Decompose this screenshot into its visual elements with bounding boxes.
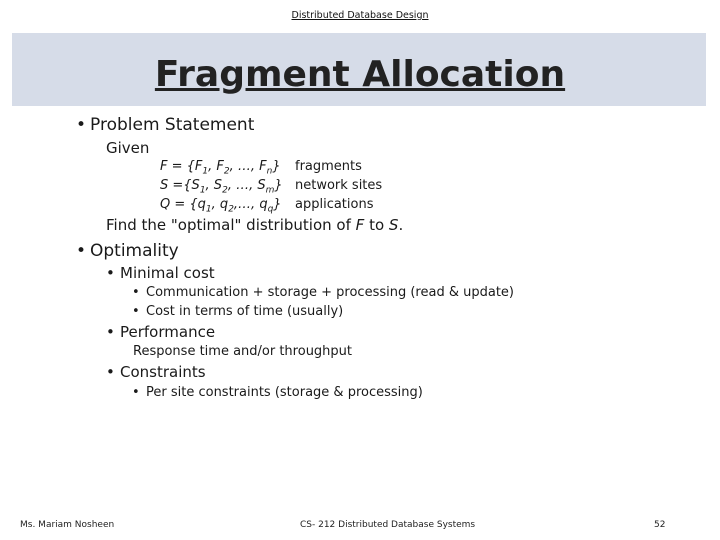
bullet-icon: •	[132, 385, 140, 400]
problem-statement-heading: • Problem Statement	[76, 115, 255, 135]
bullet-icon: •	[106, 323, 115, 341]
bullet-icon: •	[106, 363, 115, 381]
definition-applications: $Q = \{q_1$, $q_2,\dots$, $q_q$}	[160, 197, 282, 215]
optimality-heading: • Optimality	[76, 241, 179, 261]
footer-page-number: 52	[654, 520, 666, 530]
minimal-cost-item: • Minimal cost	[106, 264, 215, 282]
definition-sites: $S =\{S_1$, $S_2$, …, $S_m$}	[160, 178, 283, 196]
constraints-item: • Constraints	[106, 363, 206, 381]
definition-sites-meaning: network sites	[295, 178, 383, 193]
find-statement: Find the "optimal" distribution of F to S.	[106, 216, 404, 234]
course-topic-header: Distributed Database Design	[291, 10, 429, 21]
bullet-icon: •	[76, 241, 87, 261]
footer-author: Ms. Mariam Nosheen	[20, 520, 115, 530]
performance-detail: Response time and/or throughput	[133, 344, 353, 359]
footer-course: CS- 212 Distributed Database Systems	[300, 520, 476, 530]
slide-title: Fragment Allocation	[154, 54, 566, 95]
bullet-icon: •	[106, 264, 115, 282]
definition-fragments-meaning: fragments	[295, 159, 362, 174]
bullet-icon: •	[132, 304, 140, 319]
given-label: Given	[106, 139, 150, 157]
minimal-cost-detail-2: • Cost in terms of time (usually)	[132, 304, 344, 319]
performance-item: • Performance	[106, 323, 216, 341]
constraints-detail-1: • Per site constraints (storage & processing)	[132, 385, 423, 400]
definition-applications-meaning: applications	[295, 197, 374, 212]
minimal-cost-detail-1: • Communication + storage + processing (read & update)	[132, 285, 514, 300]
bullet-icon: •	[76, 115, 87, 135]
bullet-icon: •	[132, 285, 140, 300]
definition-fragments: $F = \{F_1$, $F_2$, …, $F_n$}	[160, 159, 281, 177]
